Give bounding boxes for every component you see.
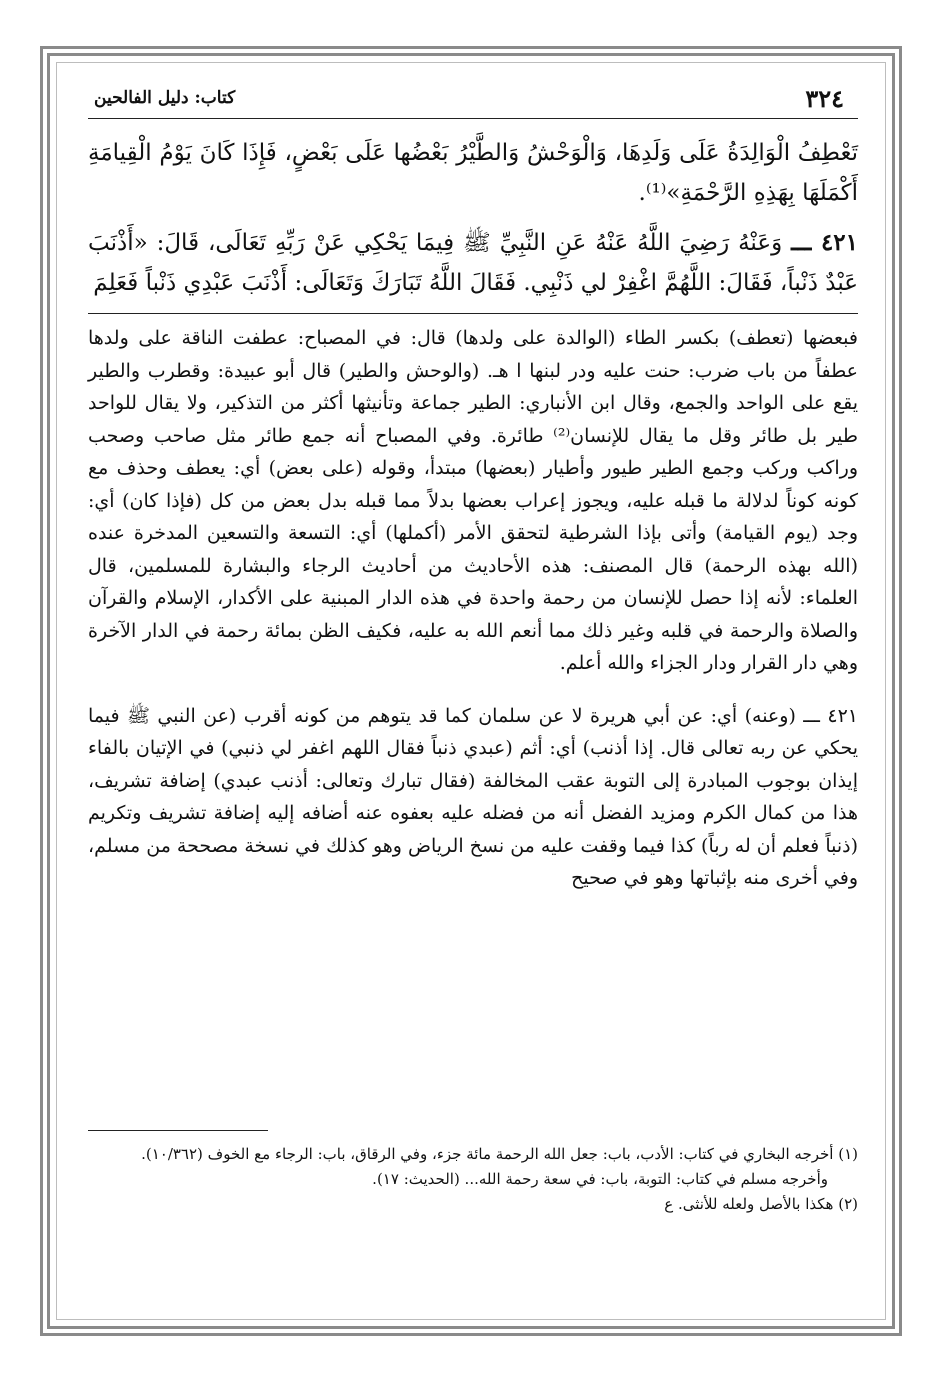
hadith-421 bbox=[88, 223, 858, 303]
hadith-line: وَعَنْهُ رَضِيَ اللَّهُ عَنْهُ عَنِ النَّبِيِّ ﷺ فِيمَا يَحْكِي عَنْ رَبِّهِ تَعَالَى، قَالَ: «أَذْنَبَ bbox=[88, 230, 783, 256]
book-page bbox=[88, 78, 858, 1298]
running-header bbox=[88, 78, 858, 119]
hadith-420-end bbox=[88, 133, 858, 213]
commentary bbox=[88, 322, 858, 895]
footnote-1-continued: وأخرجه مسلم في كتاب: التوبة، باب: في سعة رحمة الله... (الحديث: ١٧). bbox=[372, 1170, 828, 1188]
book-title: كتاب: دليل الفالحين bbox=[94, 88, 236, 108]
text-commentary-divider bbox=[88, 313, 858, 314]
footnote-1: (١) أخرجه البخاري في كتاب: الأدب، باب: جعل الله الرحمة مائة جزء، وفي الرقاق، باب: الرجاء مع الخوف (١٠/٣٦٢). bbox=[141, 1145, 858, 1163]
footnotes bbox=[88, 1142, 858, 1217]
commentary-paragraph: ٤٢١ ـــ (وعنه) أي: عن أبي هريرة لا عن سلمان كما قد يتوهم من كونه أقرب (عن النبي ﷺ فيما يحكي عن ربه تعالى قال. إذا أذنب) أي: أثم (عبدي ذنباً فقال اللهم اغفر لي ذنبي) في الإتيان بالفاء إيذان بوجوب المبادرة إلى التوبة عقب المخالفة (فقال تبارك وتعالى: أذنب عبدي) إضافة تشريف، هذا من كمال الكرم ومزيد الفضل أنه من فضله عليه بعفوه عنه أضافه إليه إضافة تشريف وتكريم (ذنباً فعلم أن له رباً) كذا فيما وقفت عليه من نسخ الرياض وهو كذلك في نسخة مصححة من مسلم، وفي أخرى منه بإثباتها وهو في صحيح bbox=[88, 704, 859, 889]
footnote-2: (٢) هكذا بالأصل ولعله للأنثى. ع bbox=[664, 1195, 858, 1213]
hadith-line: تَعْطِفُ الْوَالِدَةُ عَلَى وَلَدِهَا، وَالْوَحْشُ وَالطَّيْرُ بَعْضُها عَلَى بَعْضٍ، فَإِذَا كَانَ يَوْمُ الْقِيامَةِ bbox=[88, 140, 858, 166]
hadith-number: ٤٢١ ـــ bbox=[791, 229, 859, 256]
hadith-line: عَبْدٌ ذَنْباً، فَقَالَ: اللَّهُمَّ اغْفِرْ لي ذَنْبِي. فَقَالَ اللَّهُ تَبَارَكَ وَتَعَالَى: أَذْنَبَ عَبْدِي ذَنْباً فَعَلِمَ bbox=[93, 270, 858, 296]
commentary-paragraph: فبعضها (تعطف) بكسر الطاء (الوالدة على ولدها) قال: في المصباح: عطفت الناقة على ولدها عطفاً من باب ضرب: حنت عليه ودر لبنها ا هـ. (والوحش والطير) قال أبو عبيدة: وقطرب والطير يقع على الواحد والجمع، وقال ابن الأنباري: الطير جماعة وتأنيثها أكثر من التذكير، ولا يقال للواحد طير بل طائر وقل ما يقال للإنسان⁽²⁾ طائرة. وفي المصباح أنه جمع طائر مثل صاحب وصحب وراكب وركب وجمع الطير طيور وأطيار (بعضها) مبتدأ، وقوله (على بعض) أي: يعطف وحذف مع كونه كوناً لدلالة ما قبله عليه، ويجوز إعراب بعضها بدلاً مما قبله بدل بعض من كل (فإذا كان) أي: وجد (يوم القيامة) وأتى بإذا الشرطية لتحقق الأمر (أكملها) أي: التسعة والتسعين المدخرة عنده (الله بهذه الرحمة) قال المصنف: هذه الأحاديث من أحاديث الرجاء والبشارة للمسلمين، قال العلماء: لأنه إذا حصل للإنسان من رحمة واحدة في هذه الدار المبنية على الأكدار، الإسلام والقرآن والصلاة والرحمة في قلبه وغير ذلك مما أنعم الله به عليه، فكيف الظن بمائة رحمة في الدار الآخرة وهي دار القرار ودار الجزاء والله أعلم. bbox=[88, 327, 858, 674]
footnote-divider bbox=[88, 1130, 268, 1131]
hadith-text bbox=[88, 133, 858, 303]
hadith-line: أَكْمَلَهَا بِهَذِهِ الرَّحْمَةِ»⁽¹⁾. bbox=[638, 180, 858, 206]
page-number: ٣٢٤ bbox=[805, 83, 844, 113]
